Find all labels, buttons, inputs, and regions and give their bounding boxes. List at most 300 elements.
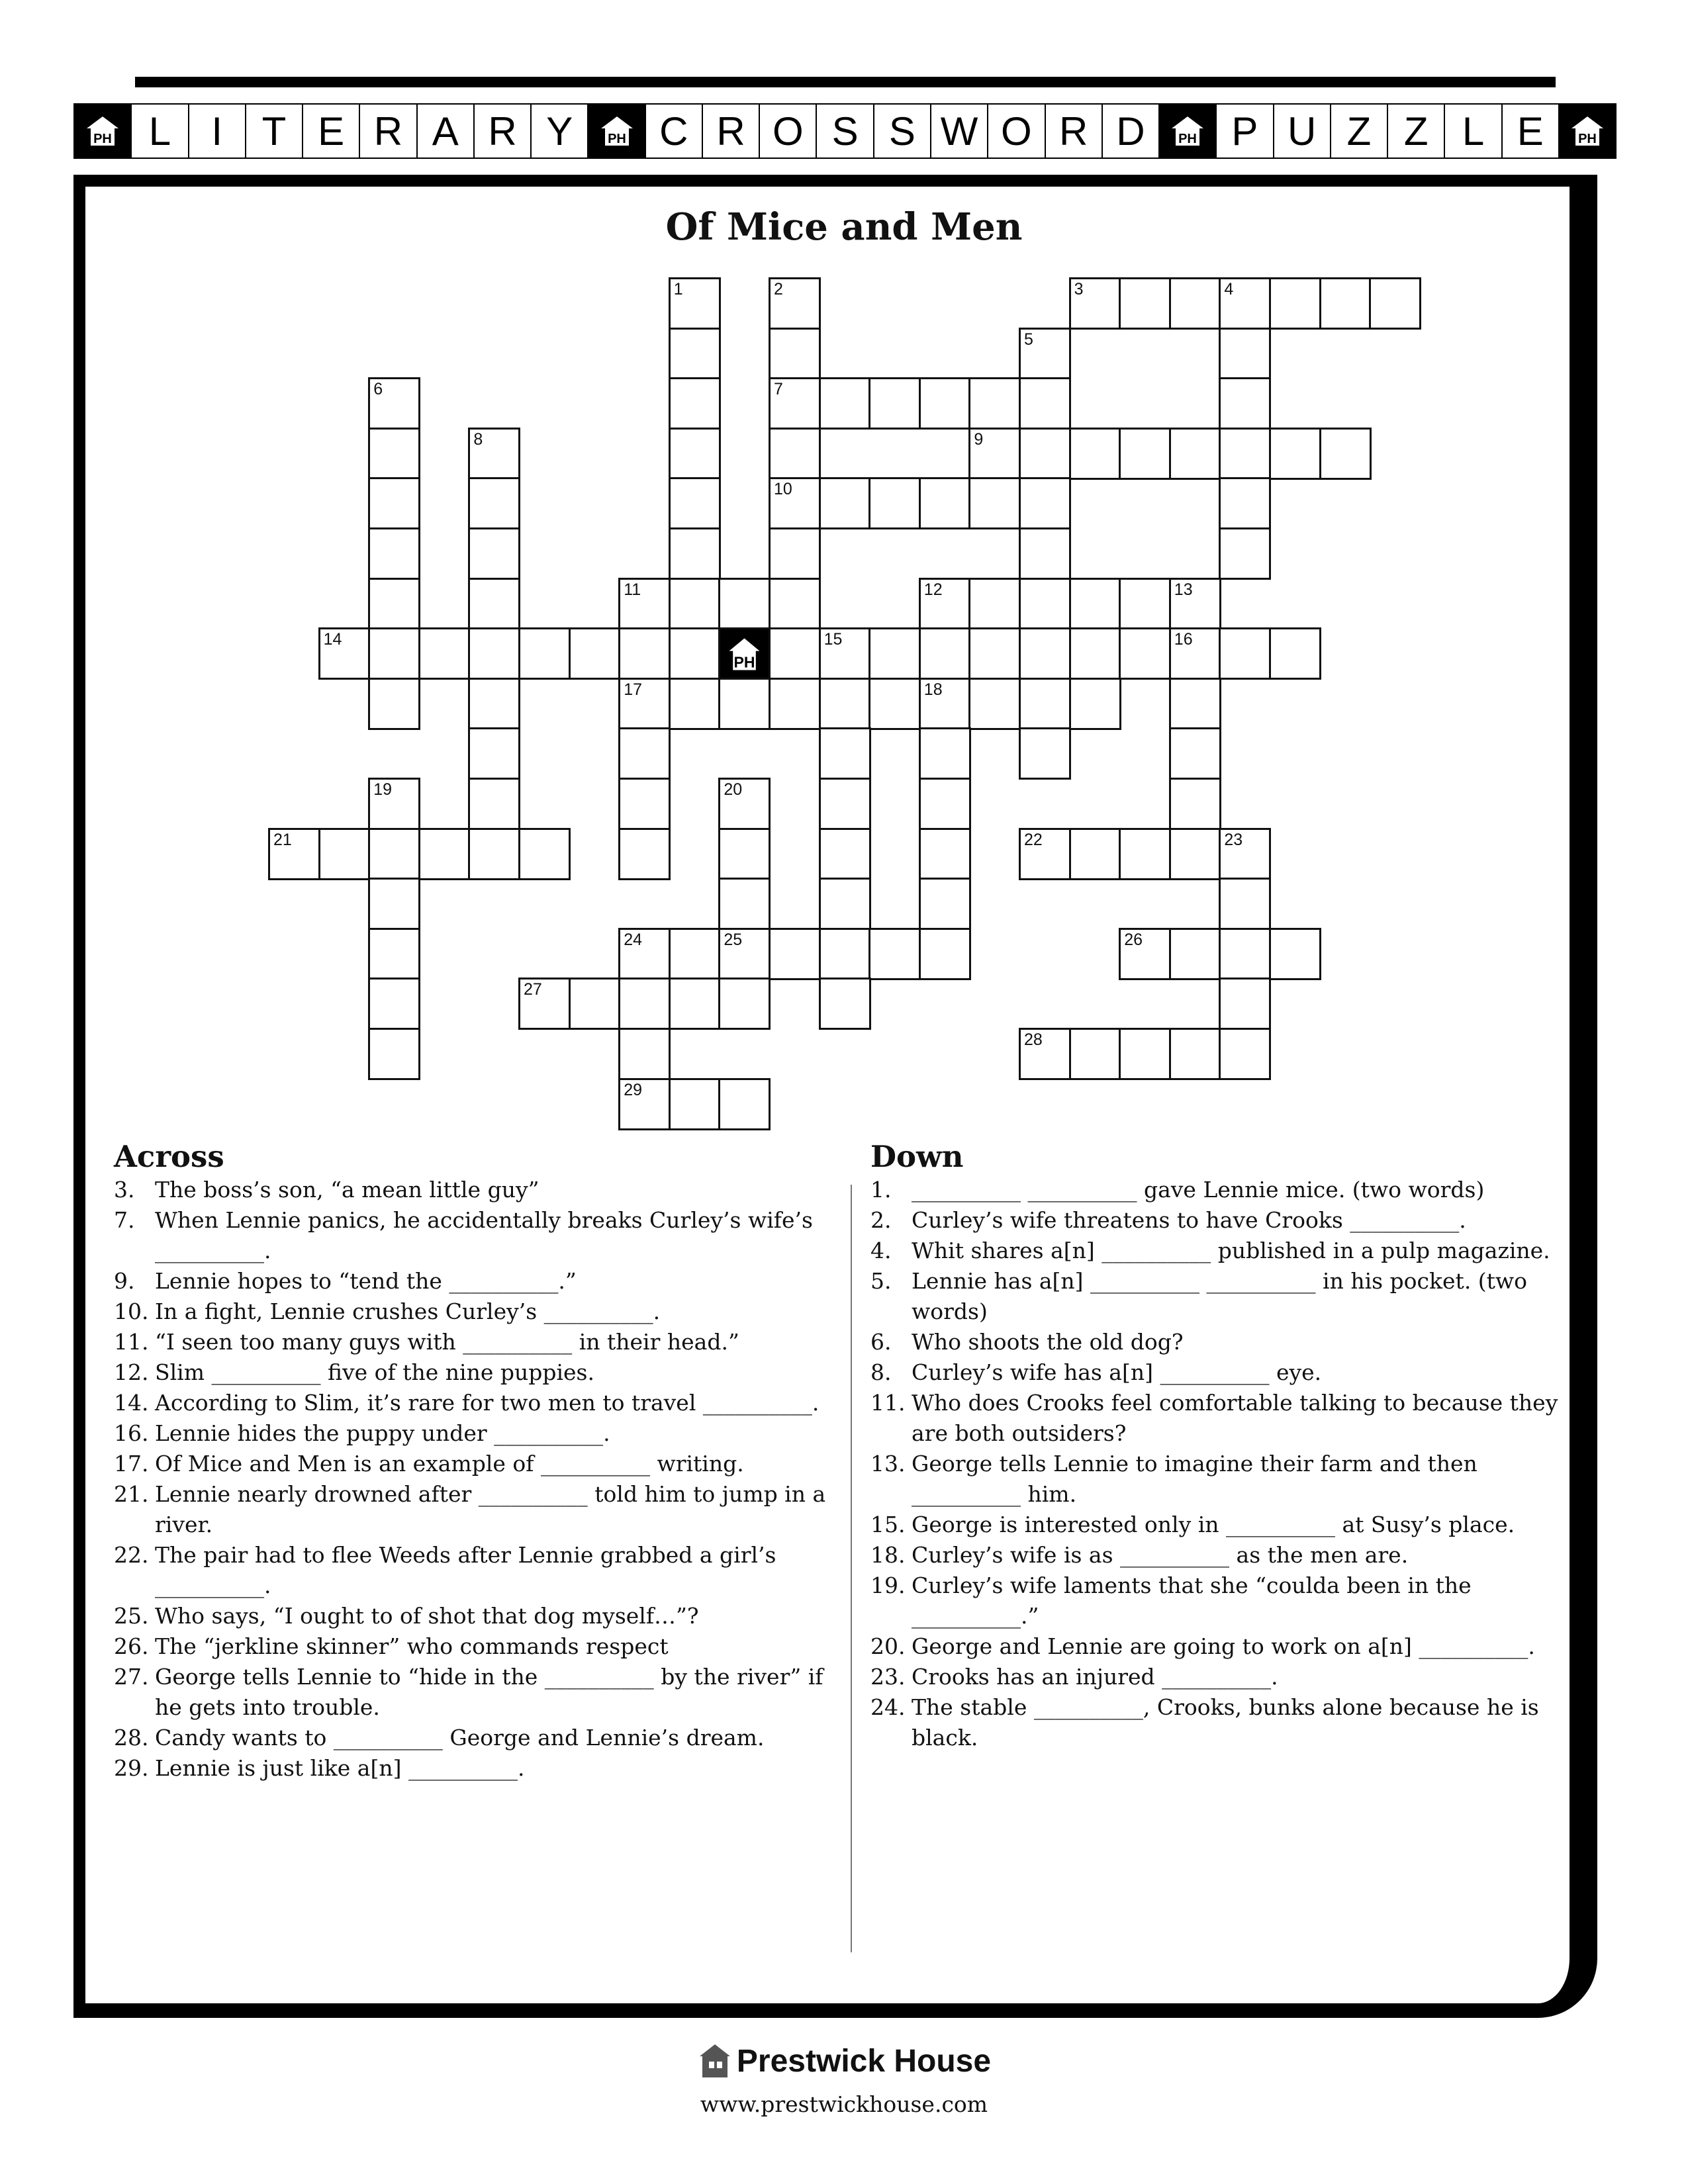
grid-square[interactable] — [569, 627, 621, 680]
grid-square[interactable] — [1169, 1028, 1221, 1080]
grid-square[interactable] — [769, 277, 821, 330]
grid-square[interactable] — [1219, 978, 1271, 1030]
banner-letter: R — [473, 103, 532, 159]
banner-letter: S — [873, 103, 931, 159]
puzzle-title: Of Mice and Men — [665, 205, 1023, 249]
across-clue — [114, 1479, 835, 1540]
grid-square[interactable] — [1319, 277, 1372, 330]
grid-square[interactable] — [569, 978, 621, 1030]
clue-number: 28. — [114, 1725, 149, 1751]
clue-number: 28 — [1024, 1030, 1043, 1049]
grid-square[interactable] — [1069, 277, 1121, 330]
grid-square[interactable] — [669, 277, 721, 330]
grid-square[interactable] — [868, 928, 921, 980]
down-list — [870, 1175, 1572, 1753]
grid-square[interactable] — [368, 928, 420, 980]
down-clue — [870, 1175, 1572, 1205]
grid-square[interactable] — [368, 778, 420, 830]
across-clue — [114, 1753, 835, 1784]
house-icon — [697, 2042, 733, 2080]
grid-square[interactable] — [868, 377, 921, 430]
clue-number: 17. — [114, 1451, 149, 1477]
grid-square[interactable] — [868, 477, 921, 529]
grid-square[interactable] — [618, 778, 671, 830]
grid-square[interactable] — [968, 428, 1021, 480]
clue-text: Lennie has a[n] __________ __________ in his pocket. (two words) — [912, 1268, 1528, 1324]
grid-square[interactable] — [1119, 928, 1171, 980]
grid-square[interactable] — [919, 928, 971, 980]
clue-number: 13 — [1174, 580, 1193, 599]
grid-square[interactable] — [919, 878, 971, 930]
clue-number: 4 — [1224, 280, 1234, 298]
grid-square[interactable] — [669, 428, 721, 480]
grid-square[interactable] — [618, 678, 671, 730]
grid-square[interactable] — [468, 778, 520, 830]
logo-text: PH — [607, 132, 626, 146]
across-clue — [114, 1540, 835, 1601]
clue-text: When Lennie panics, he accidentally breaks Curley’s wife’s __________. — [155, 1207, 813, 1263]
grid-square[interactable] — [368, 527, 420, 580]
clue-text: Lennie nearly drowned after __________ told him to jump in a river. — [155, 1481, 826, 1537]
banner-letter: E — [302, 103, 360, 159]
grid-square[interactable] — [819, 828, 871, 880]
grid-square[interactable] — [1119, 277, 1171, 330]
grid-square[interactable] — [718, 828, 771, 880]
down-clue — [870, 1510, 1572, 1540]
across-clue — [114, 1388, 835, 1418]
grid-square[interactable] — [968, 627, 1021, 680]
grid-square[interactable] — [368, 578, 420, 630]
grid-square[interactable] — [769, 627, 821, 680]
down-clue — [870, 1540, 1572, 1570]
clue-number: 8. — [870, 1359, 892, 1385]
banner-letter: D — [1102, 103, 1160, 159]
grid-square[interactable] — [1169, 928, 1221, 980]
clue-number: 25. — [114, 1603, 149, 1629]
banner-letter: W — [930, 103, 988, 159]
banner-letter: C — [645, 103, 703, 159]
clue-text: Whit shares a[n] __________ published in a pulp magazine. — [912, 1238, 1550, 1263]
grid-square[interactable] — [368, 878, 420, 930]
clue-number: 21. — [114, 1481, 149, 1507]
grid-square[interactable] — [819, 928, 871, 980]
grid-square[interactable] — [1019, 1028, 1071, 1080]
grid-square[interactable] — [1019, 377, 1071, 430]
grid-square[interactable] — [318, 828, 371, 880]
grid-square[interactable] — [669, 928, 721, 980]
grid-square[interactable] — [819, 878, 871, 930]
grid-square[interactable] — [618, 828, 671, 880]
grid-square[interactable] — [1369, 277, 1421, 330]
grid-square[interactable] — [1169, 778, 1221, 830]
clue-text: Curley’s wife threatens to have Crooks __________. — [912, 1207, 1466, 1233]
grid-square[interactable] — [819, 778, 871, 830]
down-clues — [870, 1139, 1572, 1753]
clue-number: 5 — [1024, 330, 1033, 349]
down-clue — [870, 1631, 1572, 1662]
grid-square[interactable] — [669, 477, 721, 529]
banner-letter: L — [1444, 103, 1502, 159]
grid-square[interactable] — [819, 627, 871, 680]
grid-square[interactable] — [1019, 477, 1071, 529]
grid-square[interactable] — [1319, 428, 1372, 480]
clue-number: 19 — [373, 780, 392, 799]
banner-letter: Z — [1387, 103, 1445, 159]
grid-square[interactable] — [1019, 678, 1071, 730]
clue-number: 27 — [524, 980, 542, 999]
clue-number: 10 — [774, 480, 792, 499]
grid-square[interactable] — [819, 978, 871, 1030]
grid-square[interactable] — [819, 727, 871, 780]
brand-name: Prestwick House — [736, 2043, 992, 2079]
grid-square[interactable] — [669, 578, 721, 630]
grid-square[interactable] — [1219, 878, 1271, 930]
clue-number: 14. — [114, 1390, 149, 1416]
grid-square[interactable] — [968, 477, 1021, 529]
banner-letter: Y — [530, 103, 588, 159]
grid-square[interactable] — [1069, 428, 1121, 480]
across-clue — [114, 1175, 835, 1205]
grid-square[interactable] — [368, 1028, 420, 1080]
grid-square[interactable] — [968, 377, 1021, 430]
grid-square[interactable] — [1019, 578, 1071, 630]
clue-number: 6. — [870, 1329, 892, 1355]
grid-square[interactable] — [769, 578, 821, 630]
clue-number: 23 — [1224, 830, 1243, 849]
grid-square[interactable] — [1169, 578, 1221, 630]
grid-square[interactable] — [968, 678, 1021, 730]
grid-square[interactable] — [1019, 727, 1071, 780]
clue-number: 8 — [473, 430, 483, 449]
down-clue — [870, 1570, 1572, 1631]
down-clue — [870, 1327, 1572, 1357]
grid-square[interactable] — [618, 1078, 671, 1130]
grid-square[interactable] — [1069, 627, 1121, 680]
grid-square[interactable] — [1169, 428, 1221, 480]
across-clue — [114, 1266, 835, 1297]
banner-letter: Z — [1330, 103, 1388, 159]
grid-square[interactable] — [1119, 578, 1171, 630]
grid-square[interactable] — [868, 627, 921, 680]
clue-number: 3. — [114, 1177, 135, 1203]
clue-number: 21 — [273, 830, 292, 849]
clue-number: 24 — [624, 930, 642, 949]
grid-square[interactable] — [919, 627, 971, 680]
grid-square[interactable] — [1119, 428, 1171, 480]
clue-number: 1. — [870, 1177, 892, 1203]
grid-square[interactable] — [1169, 828, 1221, 880]
down-clue — [870, 1692, 1572, 1753]
grid-square[interactable] — [1019, 527, 1071, 580]
clue-text: George tells Lennie to imagine their farm and then __________ him. — [912, 1451, 1477, 1507]
grid-square[interactable] — [769, 678, 821, 730]
clue-number: 2. — [870, 1207, 892, 1233]
grid-square[interactable] — [468, 428, 520, 480]
grid-square[interactable] — [468, 477, 520, 529]
grid-square[interactable] — [368, 477, 420, 529]
grid-square[interactable] — [1169, 727, 1221, 780]
banner-letter: O — [987, 103, 1045, 159]
across-clue — [114, 1449, 835, 1479]
clue-number: 12. — [114, 1359, 149, 1385]
clue-number: 4. — [870, 1238, 892, 1263]
clue-text: Lennie hopes to “tend the __________.” — [155, 1268, 577, 1294]
logo-text: PH — [733, 653, 755, 671]
banner-letter: A — [416, 103, 475, 159]
clue-text: Who shoots the old dog? — [912, 1329, 1184, 1355]
grid-square[interactable] — [368, 978, 420, 1030]
grid-square[interactable] — [1219, 928, 1271, 980]
grid-square[interactable] — [769, 328, 821, 380]
across-clue — [114, 1297, 835, 1327]
clue-number: 9 — [974, 430, 984, 449]
grid-square[interactable] — [919, 578, 971, 630]
across-clue — [114, 1205, 835, 1266]
grid-square[interactable] — [769, 477, 821, 529]
clue-text: George is interested only in __________ at Susy’s place. — [912, 1512, 1515, 1537]
banner-letter: R — [1045, 103, 1103, 159]
grid-square[interactable] — [1219, 828, 1271, 880]
clue-number: 22. — [114, 1542, 149, 1568]
clue-text: Crooks has an injured __________. — [912, 1664, 1278, 1690]
down-clue — [870, 1266, 1572, 1327]
banner-letter: E — [1501, 103, 1560, 159]
grid-square[interactable] — [769, 928, 821, 980]
grid-square[interactable] — [1169, 627, 1221, 680]
grid-square[interactable] — [718, 578, 771, 630]
across-clue — [114, 1357, 835, 1388]
grid-square[interactable] — [1119, 1028, 1171, 1080]
clue-number: 29 — [624, 1080, 642, 1099]
clue-number: 18. — [870, 1542, 906, 1568]
grid-square[interactable] — [368, 627, 420, 680]
down-clue — [870, 1205, 1572, 1236]
banner-letter: R — [359, 103, 417, 159]
grid-square[interactable] — [1119, 828, 1171, 880]
logo-text: PH — [1178, 132, 1197, 146]
column-divider — [851, 1185, 852, 1952]
grid-logo-square — [718, 627, 771, 680]
grid-square[interactable] — [318, 627, 371, 680]
grid-square[interactable] — [268, 828, 320, 880]
clue-text: According to Slim, it’s rare for two men to travel __________. — [155, 1390, 820, 1416]
grid-square[interactable] — [669, 678, 721, 730]
grid-square[interactable] — [769, 527, 821, 580]
clue-number: 11. — [870, 1390, 906, 1416]
grid-square[interactable] — [919, 828, 971, 880]
banner-letter: P — [1215, 103, 1274, 159]
across-list — [114, 1175, 835, 1784]
grid-square[interactable] — [819, 377, 871, 430]
grid-square[interactable] — [1119, 627, 1171, 680]
grid-square[interactable] — [618, 727, 671, 780]
clue-number: 11 — [624, 580, 641, 599]
down-clue — [870, 1357, 1572, 1388]
clue-number: 2 — [774, 280, 783, 298]
grid-square[interactable] — [669, 1078, 721, 1130]
clue-text: The pair had to flee Weeds after Lennie grabbed a girl’s __________. — [155, 1542, 776, 1598]
grid-square[interactable] — [1019, 328, 1071, 380]
grid-square[interactable] — [669, 627, 721, 680]
clue-number: 13. — [870, 1451, 906, 1477]
down-heading: Down — [870, 1139, 964, 1174]
grid-square[interactable] — [1219, 377, 1271, 430]
grid-square[interactable] — [1069, 1028, 1121, 1080]
grid-square[interactable] — [1169, 277, 1221, 330]
grid-square[interactable] — [468, 727, 520, 780]
banner-letter: T — [245, 103, 303, 159]
clue-number: 1 — [673, 280, 683, 298]
clue-text: Curley’s wife is as __________ as the men are. — [912, 1542, 1409, 1568]
clue-number: 16. — [114, 1420, 149, 1446]
grid-square[interactable] — [1069, 828, 1121, 880]
clue-number: 16 — [1174, 630, 1193, 649]
clue-number: 27. — [114, 1664, 149, 1690]
clue-number: 24. — [870, 1694, 906, 1720]
clue-number: 18 — [923, 680, 943, 699]
grid-square[interactable] — [1269, 627, 1321, 680]
clue-text: The boss’s son, “a mean little guy” — [155, 1177, 539, 1203]
grid-square[interactable] — [368, 678, 420, 730]
banner-letter: I — [188, 103, 246, 159]
clue-number: 12 — [923, 580, 943, 599]
grid-square[interactable] — [618, 578, 671, 630]
clue-text: __________ __________ gave Lennie mice. (two words) — [912, 1177, 1485, 1203]
across-clue — [114, 1601, 835, 1631]
grid-square[interactable] — [618, 928, 671, 980]
clue-text: Curley’s wife laments that she “coulda been in the __________.” — [912, 1572, 1472, 1629]
grid-square[interactable] — [819, 678, 871, 730]
clue-text: Who does Crooks feel comfortable talking to because they are both outsiders? — [912, 1390, 1558, 1446]
across-clue — [114, 1631, 835, 1662]
clue-number: 11. — [114, 1329, 149, 1355]
clue-number: 20. — [870, 1633, 906, 1659]
grid-square[interactable] — [368, 377, 420, 430]
down-clue — [870, 1662, 1572, 1692]
across-clue — [114, 1662, 835, 1723]
clue-number: 19. — [870, 1572, 906, 1598]
banner-letter: O — [759, 103, 817, 159]
grid-square[interactable] — [618, 978, 671, 1030]
clue-number: 15. — [870, 1512, 906, 1537]
house-logo-icon — [720, 629, 769, 678]
grid-square[interactable] — [1219, 428, 1271, 480]
grid-square[interactable] — [769, 428, 821, 480]
grid-square[interactable] — [468, 527, 520, 580]
clue-text: George and Lennie are going to work on a[n] __________. — [912, 1633, 1535, 1659]
grid-square[interactable] — [919, 678, 971, 730]
clue-text: Who says, “I ought to of shot that dog myself…”? — [155, 1603, 699, 1629]
grid-square[interactable] — [1219, 328, 1271, 380]
grid-square[interactable] — [1069, 578, 1121, 630]
grid-square[interactable] — [618, 627, 671, 680]
grid-square[interactable] — [1219, 1028, 1271, 1080]
clue-number: 29. — [114, 1755, 149, 1781]
grid-square[interactable] — [718, 978, 771, 1030]
footer-url[interactable]: www.prestwickhouse.com — [700, 2091, 988, 2117]
grid-square[interactable] — [1269, 428, 1321, 480]
grid-square[interactable] — [418, 627, 471, 680]
grid-square[interactable] — [1219, 527, 1271, 580]
grid-square[interactable] — [669, 978, 721, 1030]
grid-square[interactable] — [1019, 828, 1071, 880]
down-clue — [870, 1449, 1572, 1510]
grid-square[interactable] — [1219, 477, 1271, 529]
grid-square[interactable] — [1019, 428, 1071, 480]
grid-square[interactable] — [1219, 627, 1271, 680]
grid-square[interactable] — [1169, 678, 1221, 730]
grid-square[interactable] — [769, 377, 821, 430]
grid-square[interactable] — [718, 878, 771, 930]
grid-square[interactable] — [368, 828, 420, 880]
clue-text: In a fight, Lennie crushes Curley’s __________. — [155, 1298, 661, 1324]
footer-logo — [0, 2042, 1688, 2080]
clue-number: 14 — [323, 630, 342, 649]
grid-square[interactable] — [718, 678, 771, 730]
grid-square[interactable] — [669, 377, 721, 430]
grid-square[interactable] — [819, 477, 871, 529]
across-heading: Across — [114, 1139, 224, 1174]
grid-square[interactable] — [368, 428, 420, 480]
clue-number: 20 — [724, 780, 743, 799]
grid-square[interactable] — [718, 778, 771, 830]
grid-square[interactable] — [468, 578, 520, 630]
clue-text: Curley’s wife has a[n] __________ eye. — [912, 1359, 1322, 1385]
grid-square[interactable] — [919, 778, 971, 830]
grid-square[interactable] — [1269, 277, 1321, 330]
grid-square[interactable] — [518, 627, 571, 680]
banner-letter: U — [1273, 103, 1331, 159]
grid-square[interactable] — [718, 928, 771, 980]
banner-letter: S — [816, 103, 874, 159]
grid-square[interactable] — [1069, 678, 1121, 730]
grid-square[interactable] — [669, 328, 721, 380]
banner-letter: R — [702, 103, 760, 159]
across-clue — [114, 1327, 835, 1357]
across-clue — [114, 1723, 835, 1753]
clue-text: Lennie hides the puppy under __________. — [155, 1420, 610, 1446]
grid-square[interactable] — [1019, 627, 1071, 680]
grid-square[interactable] — [468, 678, 520, 730]
grid-square[interactable] — [968, 578, 1021, 630]
grid-square[interactable] — [618, 1028, 671, 1080]
across-clue — [114, 1418, 835, 1449]
grid-square[interactable] — [919, 477, 971, 529]
grid-square[interactable] — [468, 627, 520, 680]
grid-square[interactable] — [468, 828, 520, 880]
grid-square[interactable] — [1269, 928, 1321, 980]
clue-text: The stable __________, Crooks, bunks alone because he is black. — [912, 1694, 1539, 1751]
grid-square[interactable] — [418, 828, 471, 880]
clue-text: Candy wants to __________ George and Lennie’s dream. — [155, 1725, 765, 1751]
grid-square[interactable] — [919, 377, 971, 430]
grid-square[interactable] — [669, 527, 721, 580]
clue-number: 5. — [870, 1268, 892, 1294]
grid-square[interactable] — [518, 828, 571, 880]
grid-square[interactable] — [718, 1078, 771, 1130]
clue-text: Of Mice and Men is an example of __________ writing. — [155, 1451, 744, 1477]
logo-text: PH — [93, 132, 113, 146]
banner-letter: L — [130, 103, 189, 159]
grid-square[interactable] — [1219, 277, 1271, 330]
clue-number: 26 — [1124, 930, 1143, 949]
grid-square[interactable] — [518, 978, 571, 1030]
clue-text: “I seen too many guys with __________ in their head.” — [155, 1329, 739, 1355]
grid-square[interactable] — [868, 678, 921, 730]
clue-number: 9. — [114, 1268, 135, 1294]
grid-square[interactable] — [919, 727, 971, 780]
clue-number: 15 — [823, 630, 843, 649]
